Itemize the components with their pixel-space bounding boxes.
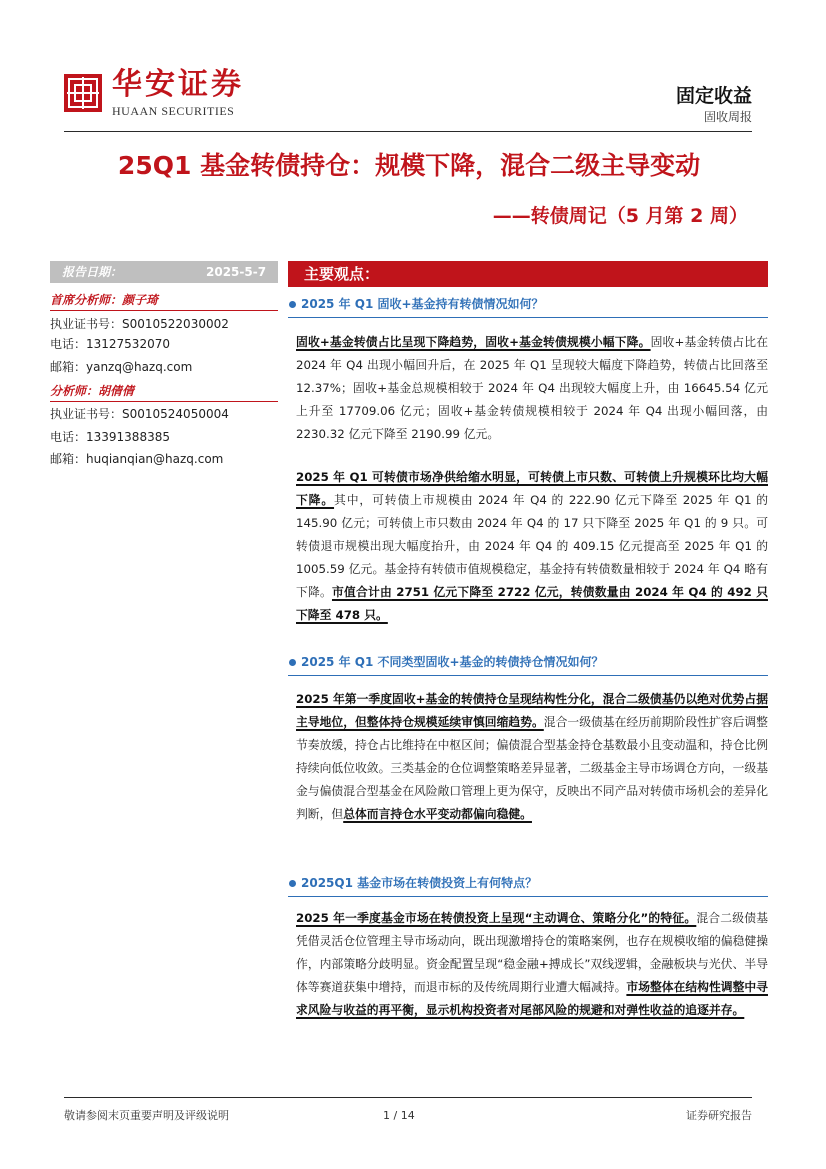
paragraph-4-body: 混合二级债基凭借灵活仓位管理主导市场动向，既出现激增持仓的策略案例，也存在规模收缩的偏稳健操作，内部策略分歧明显。资金配置呈现“稳金融+搏成长”双线逻辑，金融板块与光伏、半导体等赛道获集中增持，而退市标的及传统周期行业遭大幅减持。 bbox=[296, 911, 768, 994]
question-1-divider bbox=[288, 317, 768, 318]
bullet-icon bbox=[289, 301, 296, 308]
analyst-2-phone: 电话：13391388385 bbox=[50, 430, 170, 444]
report-category: 固定收益 bbox=[675, 85, 752, 107]
logo-chinese-name: 华安证券 bbox=[112, 67, 244, 102]
logo-seal-icon bbox=[64, 74, 102, 112]
question-2: 2025 年 Q1 不同类型固收+基金的转债持仓情况如何？ bbox=[301, 655, 604, 669]
question-3: 2025Q1 基金市场在转债投资上有何特点？ bbox=[301, 876, 538, 890]
analyst-1-phone: 电话：13127532070 bbox=[50, 337, 170, 351]
analyst-1-name: 首席分析师：颜子琦 bbox=[50, 293, 159, 307]
report-date-label: 报告日期： bbox=[62, 265, 123, 279]
analyst-2-email[interactable]: 邮箱：huqianqian@hazq.com bbox=[50, 452, 224, 466]
report-title: 25Q1 基金转债持仓：规模下降，混合二级主导变动 bbox=[117, 151, 701, 180]
paragraph-4-tail: 市场整体在结构性调整中寻求风险与收益的再平衡，显示机构投资者对尾部风险的规避和对弹性收益的追逐并存。 bbox=[296, 980, 768, 1017]
analyst-2-divider bbox=[50, 401, 278, 402]
analyst-1-email[interactable]: 邮箱：yanzq@hazq.com bbox=[50, 360, 193, 374]
report-date-value: 2025-5-7 bbox=[206, 265, 267, 279]
analyst-1-cert: 执业证书号：S0010522030002 bbox=[50, 317, 229, 331]
paragraph-4 bbox=[296, 907, 768, 1022]
header-divider bbox=[64, 131, 752, 132]
paragraph-3-body: 混合一级债基在经历前期阶段性扩容后调整节奏放缓，持仓占比维持在中枢区间；偏债混合型基金持仓基数最小且变动温和，持仓比例持续向低位收敛。三类基金的仓位调整策略差异显著，二级基金主导市场调仓方向，一级基金与偏债混合型基金在风险敞口管理上更为保守，反映出不同产品对转债市场机会的差异化判断，但 bbox=[296, 715, 768, 821]
paragraph-1-lead: 固收+基金转债占比呈现下降趋势，固收+基金转债规模小幅下降。 bbox=[296, 335, 651, 349]
page-number: 1 / 14 bbox=[383, 1109, 415, 1122]
paragraph-3-tail: 总体而言持仓水平变动都偏向稳健。 bbox=[343, 807, 532, 821]
bullet-icon bbox=[289, 880, 296, 887]
question-2-divider bbox=[288, 675, 768, 676]
paragraph-2-body: 其中，可转债上市规模由 2024 年 Q4 的 222.90 亿元下降至 2025 年 Q1 的 145.90 亿元；可转债上市只数由 2024 年 Q4 的 17 只下降至 2025 年 Q1 的 9 只。可转债退市规模出现大幅度抬升，由 2024 年 Q4 的 409.15 亿元提高至 2025 年 Q1 的 1005.59 亿元。基金持有转债市值规模稳定，基金持有转债数量相较于 2024 年 Q4 略有下降。 bbox=[296, 493, 768, 599]
question-3-divider bbox=[288, 896, 768, 897]
key-points-title: 主要观点： bbox=[304, 265, 380, 283]
paragraph-4-lead: 2025 年一季度基金市场在转债投资上呈现“主动调仓、策略分化”的特征。 bbox=[296, 911, 697, 925]
paragraph-3 bbox=[296, 688, 768, 826]
report-subcategory: 固收周报 bbox=[703, 110, 752, 124]
paragraph-2 bbox=[296, 466, 768, 627]
footer-disclaimer: 敬请参阅末页重要声明及评级说明 bbox=[64, 1109, 229, 1122]
paragraph-1-body: 固收+基金转债占比在 2024 年 Q4 出现小幅回升后，在 2025 年 Q1 呈现较大幅度下降趋势，转债占比回落至 12.37%；固收+基金总规模相较于 2024 年 Q4 出现较大幅度上升，由 16645.54 亿元上升至 17709.06 亿元；固收+基金转债规模相较于 2024 年 Q4 出现小幅回落，由 2230.32 亿元下降至 2190.99 亿元。 bbox=[296, 335, 768, 441]
footer-divider bbox=[64, 1097, 752, 1098]
paragraph-2-lead: 2025 年 Q1 可转债市场净供给缩水明显，可转债上市只数、可转债上升规模环比均大幅下降。 bbox=[296, 470, 768, 507]
report-subtitle: ——转债周记（5 月第 2 周） bbox=[492, 205, 748, 227]
footer-report-type: 证券研究报告 bbox=[686, 1109, 752, 1122]
analyst-1-divider bbox=[50, 310, 278, 311]
analyst-2-name: 分析师：胡倩倩 bbox=[50, 384, 135, 398]
paragraph-2-tail: 市值合计由 2751 亿元下降至 2722 亿元，转债数量由 2024 年 Q4 的 492 只下降至 478 只。 bbox=[296, 585, 768, 622]
logo-english-name: HUAAN SECURITIES bbox=[112, 104, 235, 118]
question-1: 2025 年 Q1 固收+基金持有转债情况如何？ bbox=[301, 297, 544, 311]
paragraph-3-lead: 2025 年第一季度固收+基金的转债持仓呈现结构性分化，混合二级债基仍以绝对优势占据主导地位，但整体持仓规模延续审慎回缩趋势。 bbox=[296, 692, 768, 729]
paragraph-1 bbox=[296, 331, 768, 446]
analyst-2-cert: 执业证书号：S0010524050004 bbox=[50, 407, 229, 421]
bullet-icon bbox=[289, 659, 296, 666]
